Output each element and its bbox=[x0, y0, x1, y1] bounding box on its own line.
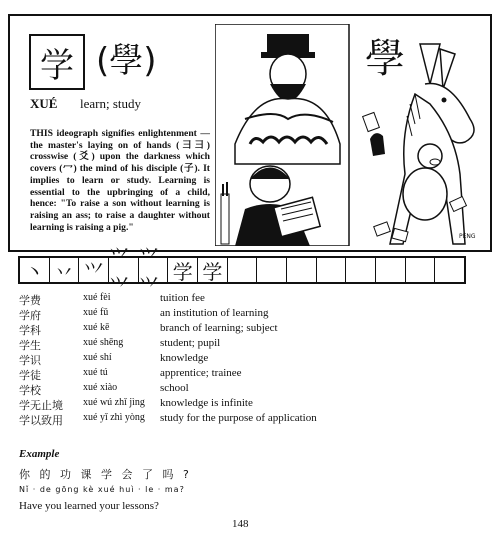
vocab-word: 学生 bbox=[19, 339, 41, 352]
vocab-word: 学科 bbox=[19, 324, 41, 337]
vocab-pinyin: xué wú zhǐ jìng bbox=[83, 397, 145, 408]
example-english: Have you learned your lessons? bbox=[19, 500, 159, 512]
meaning: learn; study bbox=[80, 96, 142, 111]
vocab-pinyin: xué xiào bbox=[83, 382, 118, 393]
traditional-character: (學) bbox=[96, 41, 157, 81]
stroke-cell bbox=[317, 258, 347, 282]
stroke-cell: 学 bbox=[198, 258, 228, 282]
header-panel bbox=[8, 14, 492, 252]
stroke-cell bbox=[287, 258, 317, 282]
stroke-cell: 丶 bbox=[20, 258, 50, 282]
illustration bbox=[215, 24, 485, 246]
example-pinyin: Nǐ · de gōng kè xué huì · le · ma? bbox=[19, 485, 185, 494]
vocab-word: 学徒 bbox=[19, 369, 41, 382]
stroke-cell bbox=[346, 258, 376, 282]
vocab-word: 学识 bbox=[19, 354, 41, 367]
vocab-meaning: student; pupil bbox=[160, 337, 221, 349]
vocab-word: 学无止境 bbox=[19, 399, 63, 412]
svg-text:學: 學 bbox=[365, 36, 405, 82]
vocab-meaning: an institution of learning bbox=[160, 307, 269, 319]
seal-character bbox=[365, 36, 405, 82]
vocab-word: 学费 bbox=[19, 294, 41, 307]
vocab-meaning: apprentice; trainee bbox=[160, 367, 242, 379]
vocab-meaning: branch of learning; subject bbox=[160, 322, 278, 334]
vocab-word: 学以致用 bbox=[19, 414, 63, 427]
stroke-cell: 丷 bbox=[50, 258, 80, 282]
vocab-pinyin: xué fèi bbox=[83, 292, 111, 303]
stroke-cell bbox=[257, 258, 287, 282]
vocab-meaning: knowledge bbox=[160, 352, 209, 364]
stroke-cell: ⺍⺍ bbox=[139, 258, 169, 282]
stroke-cell: 学 bbox=[168, 258, 198, 282]
vocab-pinyin: xué shí bbox=[83, 352, 112, 363]
vocab-meaning: study for the purpose of application bbox=[160, 412, 317, 424]
stroke-cell bbox=[376, 258, 406, 282]
vocab-pinyin: xué shēng bbox=[83, 337, 124, 348]
vocab-pinyin: xué tú bbox=[83, 367, 108, 378]
vocab-pinyin: xué kē bbox=[83, 322, 110, 333]
stroke-cell: ⺍ bbox=[79, 258, 109, 282]
example-label: Example bbox=[19, 448, 60, 460]
vocab-meaning: tuition fee bbox=[160, 292, 205, 304]
vocab-word: 学府 bbox=[19, 309, 41, 322]
artist-signature: PENG bbox=[459, 233, 476, 240]
vocab-pinyin: xué fǔ bbox=[83, 307, 109, 318]
page-number: 148 bbox=[232, 518, 249, 530]
stroke-cell: ⺍⺍ bbox=[109, 258, 139, 282]
example-chinese: 你 的 功 课 学 会 了 吗 ? bbox=[19, 468, 192, 481]
stroke-cell bbox=[406, 258, 436, 282]
vocab-meaning: knowledge is infinite bbox=[160, 397, 253, 409]
simplified-character: 学 bbox=[29, 34, 85, 90]
stroke-cell bbox=[228, 258, 258, 282]
pinyin: XUÉ bbox=[30, 96, 58, 111]
vocab-meaning: school bbox=[160, 382, 189, 394]
stroke-cell bbox=[435, 258, 464, 282]
vocab-pinyin: xué yǐ zhì yòng bbox=[83, 412, 145, 423]
etymology-description: THIS ideograph signifies enlightenment — the master's laying on of hands (⺕⺕) crosswise (爻) upon the darkness which covers (冖) the mind of his disciple (子). It implies to learn or study. Learning is essential to the upbringing of a child, hence: "To raise a son without learning is raising an ass; to raise a daughter without learning is raising a pig." bbox=[30, 128, 210, 233]
vocab-word: 学校 bbox=[19, 384, 41, 397]
